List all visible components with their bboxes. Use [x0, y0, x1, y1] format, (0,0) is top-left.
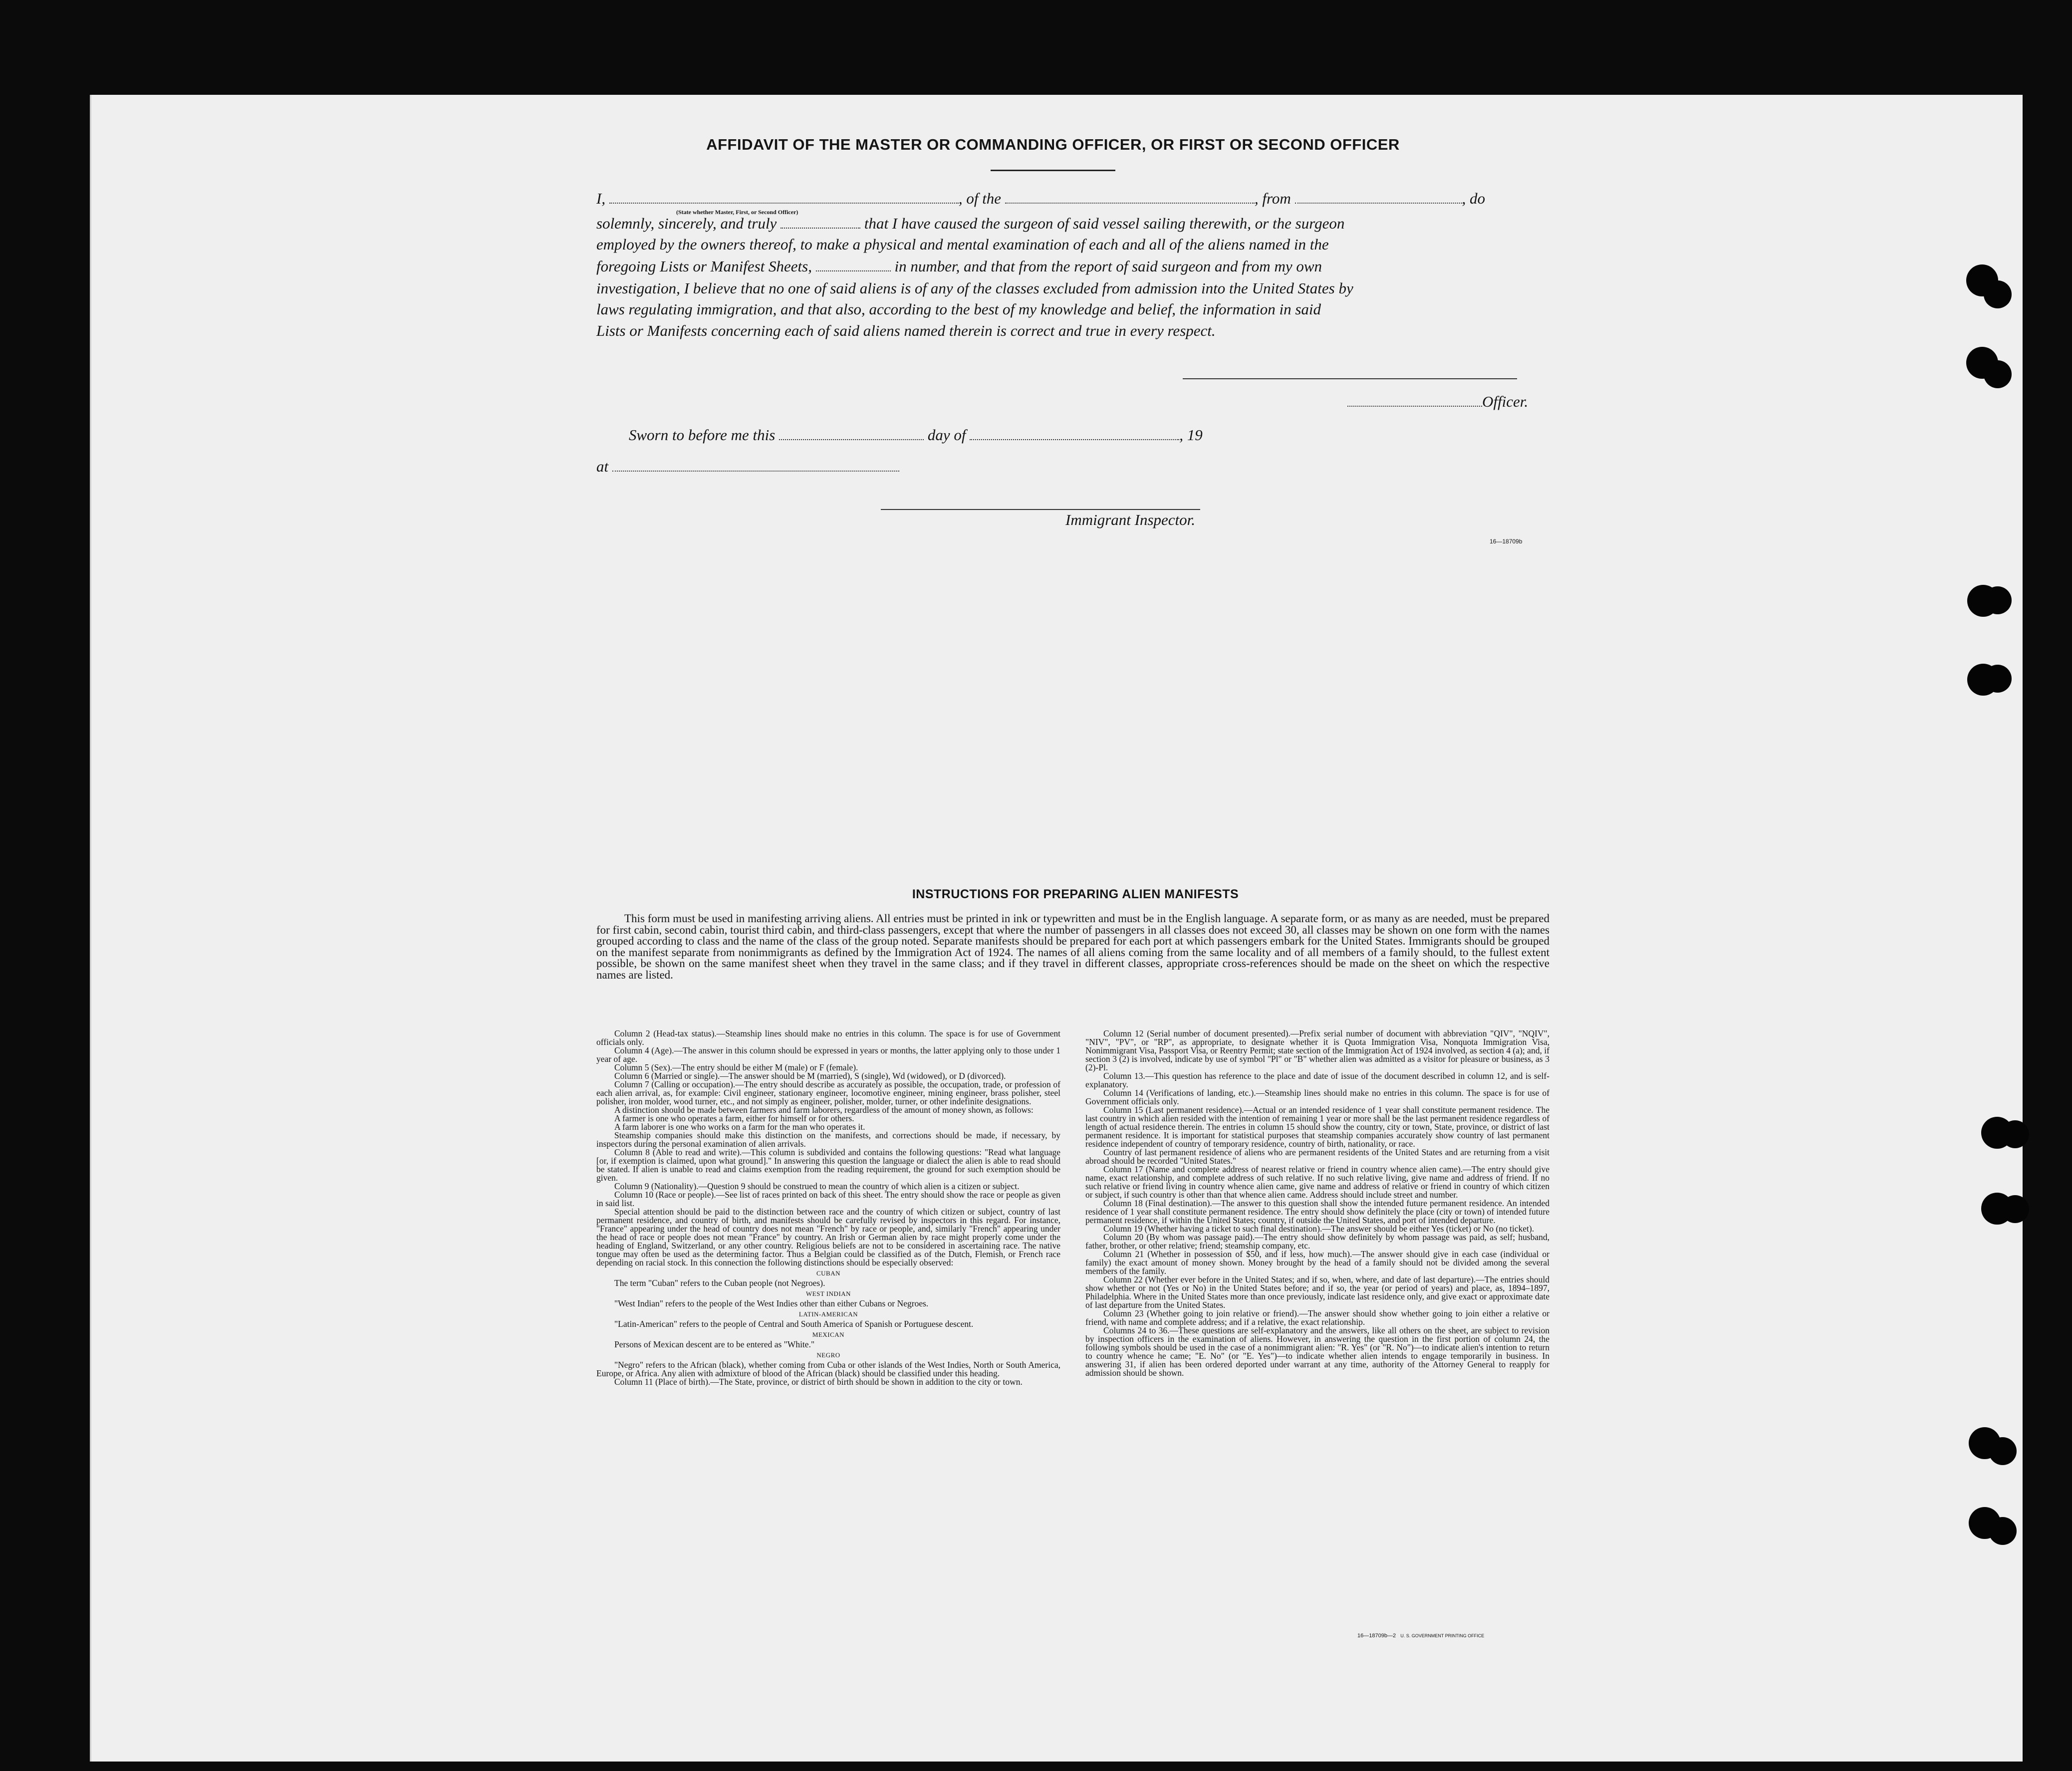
instruction-paragraph: A farm laborer is one who works on a farm for the man who operates it.	[614, 1122, 865, 1132]
affidavit-form-number: 16—18709b	[1490, 538, 1523, 545]
officer-line	[1347, 392, 1547, 412]
definition-west-indian: "West Indian" refers to the people of the West Indies other than either Cubans or Negroes.	[614, 1298, 929, 1308]
sworn-day-field[interactable]	[779, 428, 924, 440]
instruction-paragraph: Column 17 (Name and complete address of nearest relative or friend in country whence alien came).—The entry should give name, exact relationship, and complete address of such relative. If no such relative living, give name and address of friend. If no such relative or friend living in country whence alien came, give name and address of relative or friend in country of which citizen or subject, if such country is other than that whence alien came. Address should include street and number.	[1085, 1164, 1550, 1200]
heading-latin-american: LATIN-AMERICAN	[798, 1310, 858, 1318]
affidavit-of-the: , of the	[958, 190, 1002, 207]
instruction-paragraph: Column 10 (Race or people).—See list of races printed on back of this sheet. The entry should show the race or people as given in said list.	[596, 1190, 1060, 1208]
affidavit-line-1	[596, 189, 1550, 209]
officer-signature-line[interactable]	[1183, 378, 1517, 379]
binder-hole	[1984, 280, 2012, 308]
instruction-paragraph: Column 23 (Whether going to join relative or friend).—The answer should show whether going to join either a relative or friend, with name and complete address; and if a relative, the exact relationship.	[1085, 1308, 1550, 1327]
binder-hole	[2001, 1120, 2029, 1148]
printer-imprint: U. S. GOVERNMENT PRINTING OFFICE	[1400, 1633, 1485, 1638]
instructions-left-column	[596, 1029, 1060, 1386]
instruction-paragraph: Special attention should be paid to the distinction between race and the country of which citizen or subject, country of last permanent residence, and country of birth, and manifests should be carefully revised by inspectors in this regard. For instance, "France" appearing under the head of country does not mean "French" by race or people, and, similarly "French" appearing under the head of race or people does not mean "France" by country. An Irish or German alien by race might properly come under the heading of England, Switzerland, or any other country. Religious beliefs are not to be considered in ascertaining race. The native tongue may often be used as the determining factor. Thus a Belgian could be classified as of the Dutch, Flemish, or French race depending on racial stock. In this connection the following distinctions should be especially observed:	[596, 1207, 1060, 1267]
instruction-paragraph: Column 11 (Place of birth).—The State, province, or district of birth should be shown in addition to the city or town.	[614, 1377, 1023, 1387]
affidavit-line-3: employed by the owners thereof, to make a physical and mental examination of each and all of the aliens named in the	[596, 236, 1329, 253]
instruction-paragraph: Columns 24 to 36.—These questions are self-explanatory and the answers, like all others on the sheet, are subject to revision by inspection officers in the examination of aliens. However, in answering the question in the first portion of column 24, the following symbols should be used in the case of a nonimmigrant alien: "R. Yes" (or "R. No")—to indicate alien's intention to return to country whence he came; "E. No" (or "E. Yes")—to indicate whether alien intends to engage temporarily in business. In answering 31, if alien has been ordered deported under warrant at any time, authority of the Attorney General to reapply for admission should be shown.	[1085, 1325, 1550, 1378]
affidavit-do: , do	[1462, 190, 1485, 207]
affidavit-line-2: solemnly, sincerely, and truly that I have caused the surgeon of said vessel sailing therewith, or the surgeon	[596, 215, 1345, 232]
instructions-title: INSTRUCTIONS FOR PREPARING ALIEN MANIFESTS	[912, 887, 1239, 901]
instruction-paragraph: Column 6 (Married or single).—The answer should be M (married), S (single), Wd (widowed), or D (divorced).	[614, 1071, 1006, 1081]
instruction-paragraph: Column 21 (Whether in possession of $50, and if less, how much).—The answer should give in each case (individual or family) the exact amount of money shown. Money brought by the head of a family should not be divided among the several members of the family.	[1085, 1249, 1550, 1276]
affidavit-from: , from	[1254, 190, 1291, 207]
officer-title-field[interactable]	[1347, 395, 1482, 407]
affidavit-line-6: laws regulating immigration, and that also, according to the best of my knowledge and belief, the information in said	[596, 300, 1321, 318]
truly-field[interactable]	[780, 217, 860, 229]
instruction-paragraph: Column 12 (Serial number of document presented).—Prefix serial number of document with abbreviation "QIV", "NQIV", "NIV", "PV", or "RP", as appropriate, to designate whether it is Quota Immigration Visa, Nonquota Immigration Visa, Nonimmigrant Visa, Passport Visa, or Reentry Permit; state section of the Immigration Act of 1924 involved, as section 4 (a); and, if section 3 (2) is involved, indicate by use of symbol "Pl" or "B" whether alien was admitted as a visitor for pleasure or business, as 3 (2)-Pl.	[1085, 1028, 1550, 1072]
binder-hole	[1984, 665, 2012, 693]
instruction-paragraph: Column 18 (Final destination).—The answer to this question shall show the intended future permanent residence. An intended residence of 1 year shall constitute permanent residence. The entry should show definitely the place (city or town) of intended future permanent residence, if within the United States; country, if outside the United States, and port of intended departure.	[1085, 1198, 1550, 1225]
binder-hole	[1984, 586, 2012, 614]
instruction-paragraph: Column 15 (Last permanent residence).—Actual or an intended residence of 1 year shall constitute permanent residence. The last country in which alien resided with the intention of remaining 1 year or more shall be the last permanent residence regardless of length of actual residence therein. The entries in column 15 should show the country, city or town, State, province, or district of last permanent residence. It is important for statistical purposes that steamship companies accurately show country of last permanent residence independent of country of temporary residence, country of birth, nationality, or race.	[1085, 1105, 1550, 1149]
instruction-paragraph: Column 20 (By whom was passage paid).—The entry should show definitely by whom passage was paid, as self; husband, father, brother, or other relative; friend; steamship company, etc.	[1085, 1232, 1550, 1251]
sheet-count-field[interactable]	[816, 259, 891, 271]
definition-mexican: Persons of Mexican descent are to be entered as "White."	[614, 1339, 815, 1349]
heading-negro: NEGRO	[816, 1351, 840, 1359]
title-divider	[991, 170, 1115, 171]
instruction-paragraph: Column 14 (Verifications of landing, etc.).—Steamship lines should make no entries in this column. The space is for use of Government officials only.	[1085, 1088, 1550, 1106]
sworn-place-field[interactable]	[612, 460, 899, 472]
instruction-paragraph: Steamship companies should make this distinction on the manifests, and corrections should be made, if necessary, by inspectors during the personal examination of alien arrivals.	[596, 1130, 1060, 1149]
sworn-line: Sworn to before me this day of , 19	[629, 426, 1203, 444]
affidavit-line-7: Lists or Manifests concerning each of said aliens named therein is correct and true in every respect.	[596, 322, 1216, 339]
definition-cuban: The term "Cuban" refers to the Cuban people (not Negroes).	[614, 1278, 825, 1288]
affidavit-line-4: foregoing Lists or Manifest Sheets, in number, and that from the report of said surgeon and from my own	[596, 257, 1322, 275]
officer-label: Officer.	[1482, 393, 1529, 410]
instruction-paragraph: Column 9 (Nationality).—Question 9 should be construed to mean the country of which alien is a citizen or subject.	[614, 1181, 1020, 1191]
instruction-paragraph: A distinction should be made between farmers and farm laborers, regardless of the amount of money shown, as follows:	[614, 1105, 1034, 1115]
instructions-form-number: 16—18709b—2 U. S. GOVERNMENT PRINTING OFFICE	[1357, 1633, 1485, 1639]
binder-hole	[1989, 1437, 2017, 1465]
instruction-paragraph: Country of last permanent residence of aliens who are permanent residents of the United States and are returning from a visit abroad should be recorded "United States."	[1085, 1147, 1550, 1166]
instruction-paragraph: Column 5 (Sex).—The entry should be either M (male) or F (female).	[614, 1062, 858, 1072]
instruction-paragraph: Column 19 (Whether having a ticket to such final destination).—The answer should be either Yes (ticket) or No (no ticket).	[1103, 1224, 1535, 1234]
officer-rank-field[interactable]	[609, 192, 959, 204]
instruction-paragraph: Column 2 (Head-tax status).—Steamship lines should make no entries in this column. The space is for use of Government officials only.	[596, 1028, 1060, 1047]
instructions-intro: This form must be used in manifesting arriving aliens. All entries must be printed in ink or typewritten and must be in the English language. A separate form, or as many as are needed, must be prepared for first cabin, second cabin, tourist third cabin, and third-class passengers, except that where the number of passengers in all classes does not exceed 30, all classes may be shown on one form with the names grouped according to class and the name of the class of the group noted. Separate manifests should be prepared for each port at which passengers embark for the United States. Immigrants should be grouped on the manifest separate from nonimmigrants as defined by the Immigration Act of 1924. The names of all aliens coming from the same locality and of all members of a family should, to the fullest extent possible, be shown on the same manifest sheet when they travel in the same class; and if they travel in different classes, appropriate cross-references should be made on the sheet on which the respective names are listed.	[596, 912, 1550, 981]
instruction-paragraph: A farmer is one who operates a farm, either for himself or for others.	[614, 1113, 854, 1123]
instruction-paragraph: Column 22 (Whether ever before in the United States; and if so, when, where, and date of last departure).—The entries should show whether or not (Yes or No) in the United States before; and if so, the year (or period of years) and place, as, 1894–1897, Philadelphia. Where in the United States more than once previously, indicate last residence only, and give exact or approximate date of last departure from the United States.	[1085, 1274, 1550, 1310]
inspector-label: Immigrant Inspector.	[1065, 511, 1196, 528]
at-line: at	[596, 457, 1550, 477]
definition-negro: "Negro" refers to the African (black), whether coming from Cuba or other islands of the West Indies, North or South America, Europe, or Africa. Any alien with admixture of blood of the African (black) should be classified under this heading.	[596, 1360, 1060, 1378]
definition-latin-american: "Latin-American" refers to the people of Central and South America of Spanish or Portuguese descent.	[614, 1319, 974, 1329]
binder-hole	[1984, 360, 2012, 388]
rank-note: (State whether Master, First, or Second Officer)	[676, 209, 798, 216]
instruction-paragraph: Column 8 (Able to read and write).—This column is subdivided and contains the following questions: "Read what language [or, if exemption is claimed, upon what ground]." In answering this question the language or dialect the alien is able to read should be stated. If alien is unable to read and claims exemption from the reading requirement, the ground for such exemption should be given.	[596, 1147, 1060, 1183]
instructions-right-column	[1085, 1029, 1550, 1377]
heading-west-indian: WEST INDIAN	[805, 1290, 851, 1297]
instruction-paragraph: Column 13.—This question has reference to the place and date of issue of the document described in column 12, and is self-explanatory.	[1085, 1071, 1550, 1089]
affidavit-i: I,	[596, 190, 606, 207]
affidavit-line-5: investigation, I believe that no one of said aliens is of any of the classes excluded from admission into the United States by	[596, 279, 1353, 297]
binder-hole	[2001, 1195, 2029, 1223]
vessel-name-field[interactable]	[1005, 192, 1255, 204]
binder-hole	[1989, 1517, 2017, 1545]
affidavit-title: AFFIDAVIT OF THE MASTER OR COMMANDING OFFICER, OR FIRST OR SECOND OFFICER	[706, 136, 1400, 153]
heading-cuban: CUBAN	[816, 1269, 840, 1277]
instruction-paragraph: Column 7 (Calling or occupation).—The entry should describe as accurately as possible, the occupation, trade, or profession of each alien arrival, as, for example: Civil engineer, stationary engineer, locomotive engineer, mining engineer, brass polisher, steel polisher, iron molder, wood turner, etc., and not simply as engineer, polisher, molder, turner, or other indefinite designations.	[596, 1079, 1060, 1106]
port-from-field[interactable]	[1295, 192, 1462, 204]
sworn-month-field[interactable]	[970, 428, 1179, 440]
instruction-paragraph: Column 4 (Age).—The answer in this column should be expressed in years or months, the latter applying only to those under 1 year of age.	[596, 1045, 1060, 1064]
heading-mexican: MEXICAN	[812, 1331, 845, 1338]
